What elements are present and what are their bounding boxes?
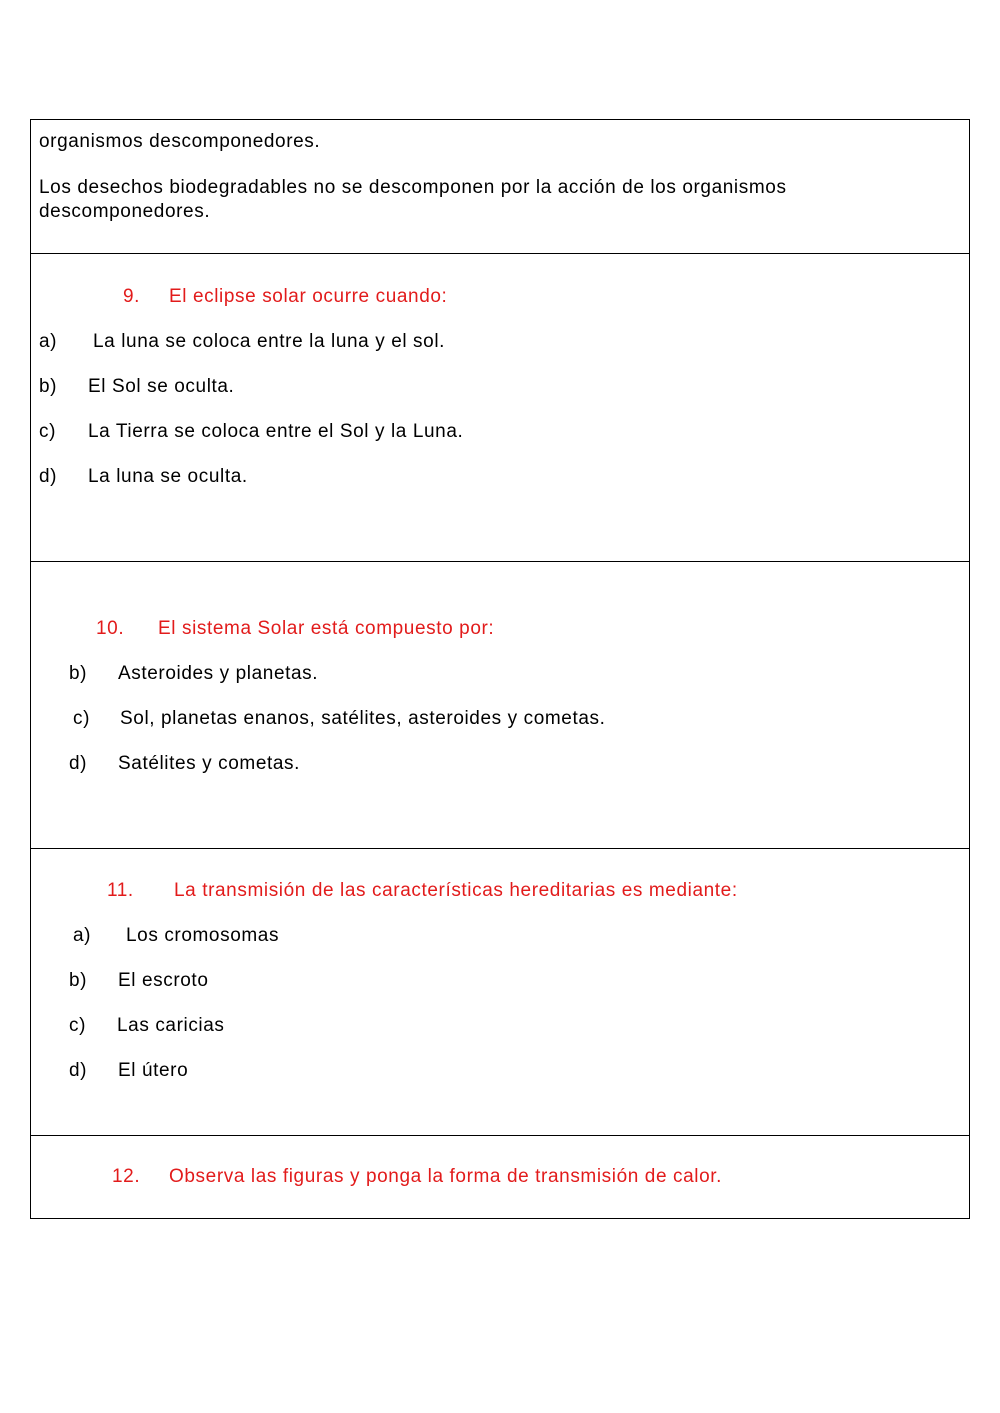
q11-option-a-letter: a) bbox=[73, 925, 92, 946]
q9-option-a-text: La luna se coloca entre la luna y el sol. bbox=[93, 331, 446, 352]
q9-option-a-letter: a) bbox=[39, 331, 58, 352]
q11-option-a-text: Los cromosomas bbox=[126, 925, 280, 946]
question-10-text: El sistema Solar está compuesto por: bbox=[158, 618, 495, 639]
question-12-cell bbox=[31, 1136, 969, 1218]
q11-option-c-text: Las caricias bbox=[117, 1015, 225, 1036]
q10-option-d-text: Satélites y cometas. bbox=[118, 753, 301, 774]
question-9-cell bbox=[31, 254, 969, 562]
question-11-number: 11. bbox=[107, 880, 134, 901]
q11-option-d-letter: d) bbox=[69, 1060, 88, 1081]
q10-option-c-text: Sol, planetas enanos, satélites, asteroides y cometas. bbox=[120, 708, 606, 729]
q10-option-c-letter: c) bbox=[73, 708, 91, 729]
intro-cell bbox=[31, 120, 969, 254]
q9-option-c-letter: c) bbox=[39, 421, 57, 442]
question-9-text: El eclipse solar ocurre cuando: bbox=[169, 286, 448, 307]
question-11-cell bbox=[31, 849, 969, 1136]
q9-option-d-text: La luna se oculta. bbox=[88, 466, 248, 487]
q9-option-b-letter: b) bbox=[39, 376, 58, 397]
quiz-table bbox=[30, 119, 970, 1219]
intro-line-1: organismos descomponedores. bbox=[39, 131, 321, 152]
q9-option-c-text: La Tierra se coloca entre el Sol y la Luna. bbox=[88, 421, 464, 442]
q11-option-b-letter: b) bbox=[69, 970, 88, 991]
q10-option-d-letter: d) bbox=[69, 753, 88, 774]
q9-option-b-text: El Sol se oculta. bbox=[88, 376, 235, 397]
question-10-number: 10. bbox=[96, 618, 125, 639]
q10-option-b-text: Asteroides y planetas. bbox=[118, 663, 319, 684]
q11-option-b-text: El escroto bbox=[118, 970, 209, 991]
q9-option-d-letter: d) bbox=[39, 466, 58, 487]
question-12-number: 12. bbox=[112, 1166, 141, 1187]
q11-option-c-letter: c) bbox=[69, 1015, 87, 1036]
question-9-number: 9. bbox=[123, 286, 141, 307]
question-10-cell bbox=[31, 562, 969, 849]
q10-option-b-letter: b) bbox=[69, 663, 88, 684]
intro-line-2: Los desechos biodegradables no se descomponen por la acción de los organismos descomponedores. bbox=[39, 177, 787, 222]
question-12-text: Observa las figuras y ponga la forma de transmisión de calor. bbox=[169, 1166, 723, 1187]
q11-option-d-text: El útero bbox=[118, 1060, 189, 1081]
question-11-text: La transmisión de las características hereditarias es mediante: bbox=[174, 880, 738, 901]
